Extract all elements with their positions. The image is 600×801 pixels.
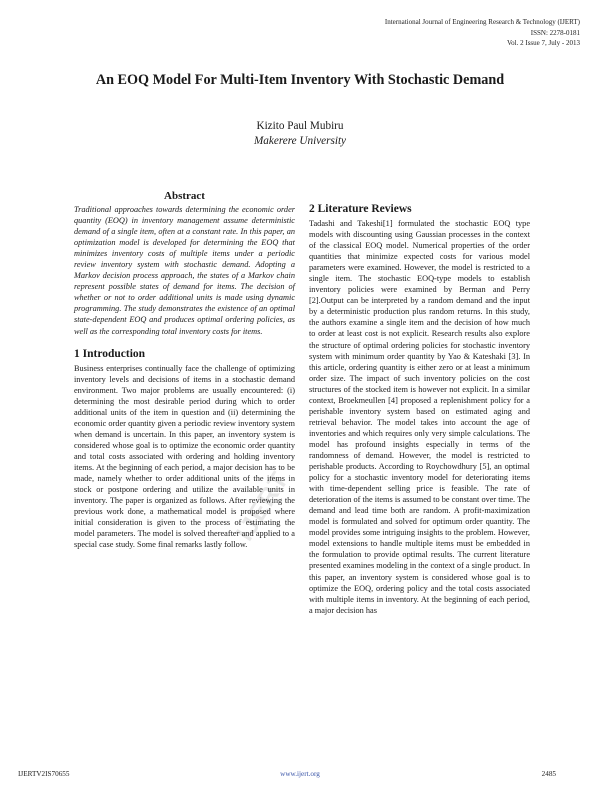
watermark: IJERT xyxy=(230,466,295,546)
footer-paper-id: IJERTV2IS70655 xyxy=(18,770,70,778)
paper-title: An EOQ Model For Multi-Item Inventory With Stochastic Demand xyxy=(95,72,505,88)
author-name: Kizito Paul Mubiru xyxy=(256,120,344,132)
page-number: 2485 xyxy=(541,770,556,778)
left-column xyxy=(74,190,295,550)
literature-heading: 2 Literature Reviews xyxy=(309,203,412,215)
footer-url[interactable]: www.ijert.org xyxy=(280,770,320,778)
right-column xyxy=(309,190,530,616)
journal-header xyxy=(385,17,580,49)
author-block xyxy=(0,119,600,149)
journal-name: International Journal of Engineering Research & Technology (IJERT) xyxy=(384,18,580,26)
introduction-text: Business enterprises continually face the challenge of optimizing inventory levels and decisions of items in a stochastic demand environment. Two major problems are usually encountered: (i) determining the most desirable period during which to order additional units of the item in question and (ii) determining the economic order quantity given a periodic review inventory system when demand is uncertain. In this paper, an inventory system is considered whose goal is to optimize the economic order quantity and total costs associated with ordering and holding inventory items. At the beginning of each period, a major decision has to be made, namely whether to order additional units of the items in stock or postpone ordering and utilize the available units in inventory. The paper is organized as follows. After reviewing the previous work done, a mathematical model is proposed where initial consideration is given to the process of estimating the model parameters. The model is solved thereafter and applied to a special case study. Some final remarks lastly follow. xyxy=(74,363,295,550)
author-affiliation: Makerere University xyxy=(253,135,347,147)
volume-issue: Vol. 2 Issue 7, July - 2013 xyxy=(507,39,580,47)
issn: ISSN: 2278-0181 xyxy=(530,28,580,37)
literature-text: Tadashi and Takeshi[1] formulated the stochastic EOQ type models with discounting using Gaussian processes in the context of the classical EOQ model. Numerical properties of the order quantities that minimize expected costs for various model parameters were examined. However, the model is restricted to a single item. The stochastic EOQ-type models to establish inventory policies were examined by Berman and Perry [2].Output can be interpreted by a random demand and the input by a deterministic production plus random returns. In this study, the authors examine a single item and the decision of how much to order at least cost is not explicit. Research results also explore the structure of optimal ordering policies for stochastic inventory system with minimum order quantity by Yao & Kateshaki [3]. In this article, ordering quantity is either zero or at least a minimum order size. The impact of such inventory policies on the cost structures of the stocked item is however not explicit. In a similar context, Broekmeullen [4] proposed a replenishment policy for a perishable inventory system based on estimated aging and retrieval behavior. The model takes into account the age of inventories and which requires only very simple calculations. The model has profound insights especially in terms of the randomness of demand. However, the model is restricted to perishable products. According to Roychowdhury [5], an optimal policy for a stochastic inventory model for deteriorating items with time-dependent selling price is feasible. The rate of deterioration of the items is assumed to be constant over time. The demand and lead time both are random. A profit-maximization model is formulated and solved for optimum order quantity. The model provides some intriguing insights to the problem. However, model extensions to handle multiple items must be embedded in the formulation to provide optimal results. The current literature presented examines modeling in the context of a single product. In this paper, an inventory system is considered whose goal is to optimize the EOQ, ordering policy and the total costs associated with multiple items in inventory. At the beginning of each period, a major decision has xyxy=(309,219,530,615)
abstract-heading: Abstract xyxy=(164,190,205,202)
introduction-heading: 1 Introduction xyxy=(74,347,146,360)
abstract-text: Traditional approaches towards determining the economic order quantity (EOQ) in inventory management assume deterministic demand of a single item, often at a constant rate. In this paper, an optimization model is developed for determining the EOQ that minimizes inventory costs of multiple items under a periodic review inventory system with stochastic demand. Adopting a Markov decision process approach, the states of a Markov chain represent possible states of demand for items. The decision of whether or not to order additional units is made using dynamic programming. The study demonstrates the existence of an optimal state-dependent EOQ and produces optimal ordering policies, as well as the corresponding total inventory costs for items. xyxy=(74,205,295,336)
